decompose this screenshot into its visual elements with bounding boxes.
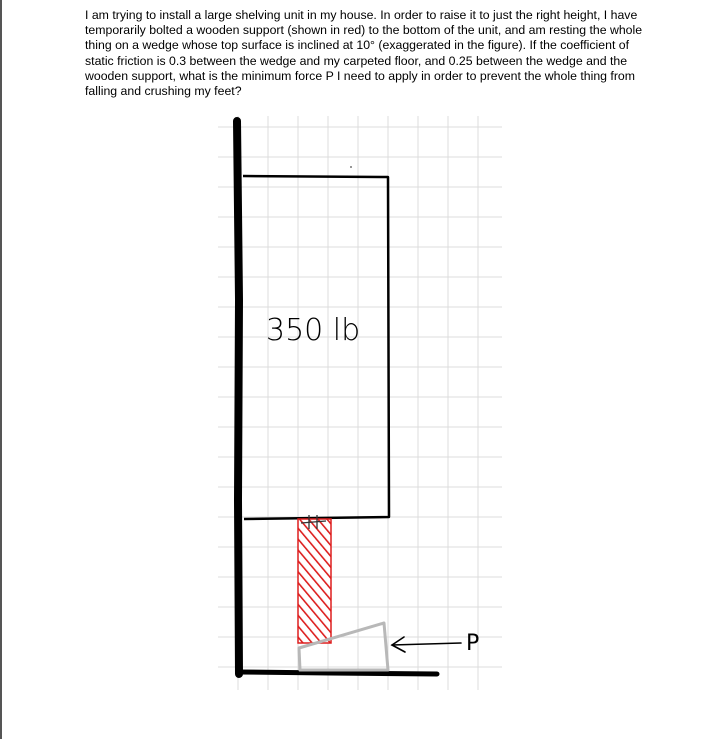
force-label: P <box>466 631 480 656</box>
grid-lines <box>218 116 502 690</box>
weight-label: 350 lb <box>266 313 361 348</box>
floor <box>238 672 437 674</box>
shelf-dot <box>350 166 352 168</box>
problem-statement: I am trying to install a large shelving unit in my house. In order to raise it to just the right height, I have temporarily bolted a wooden support (shown in red) to the bottom of the unit, and am resting the whole thing on a wedge whose top surface is inclined at 10° (exaggerated in the figure). If the coefficient of static friction is 0.3 between the wedge and my carpeted floor, and 0.25 between the wedge and the wooden support, what is the minimum force P I need to apply in order to prevent the whole thing from falling and crushing my feet? <box>85 8 643 99</box>
wooden-support <box>298 519 331 643</box>
force-arrow <box>392 637 461 652</box>
wall <box>237 121 239 674</box>
